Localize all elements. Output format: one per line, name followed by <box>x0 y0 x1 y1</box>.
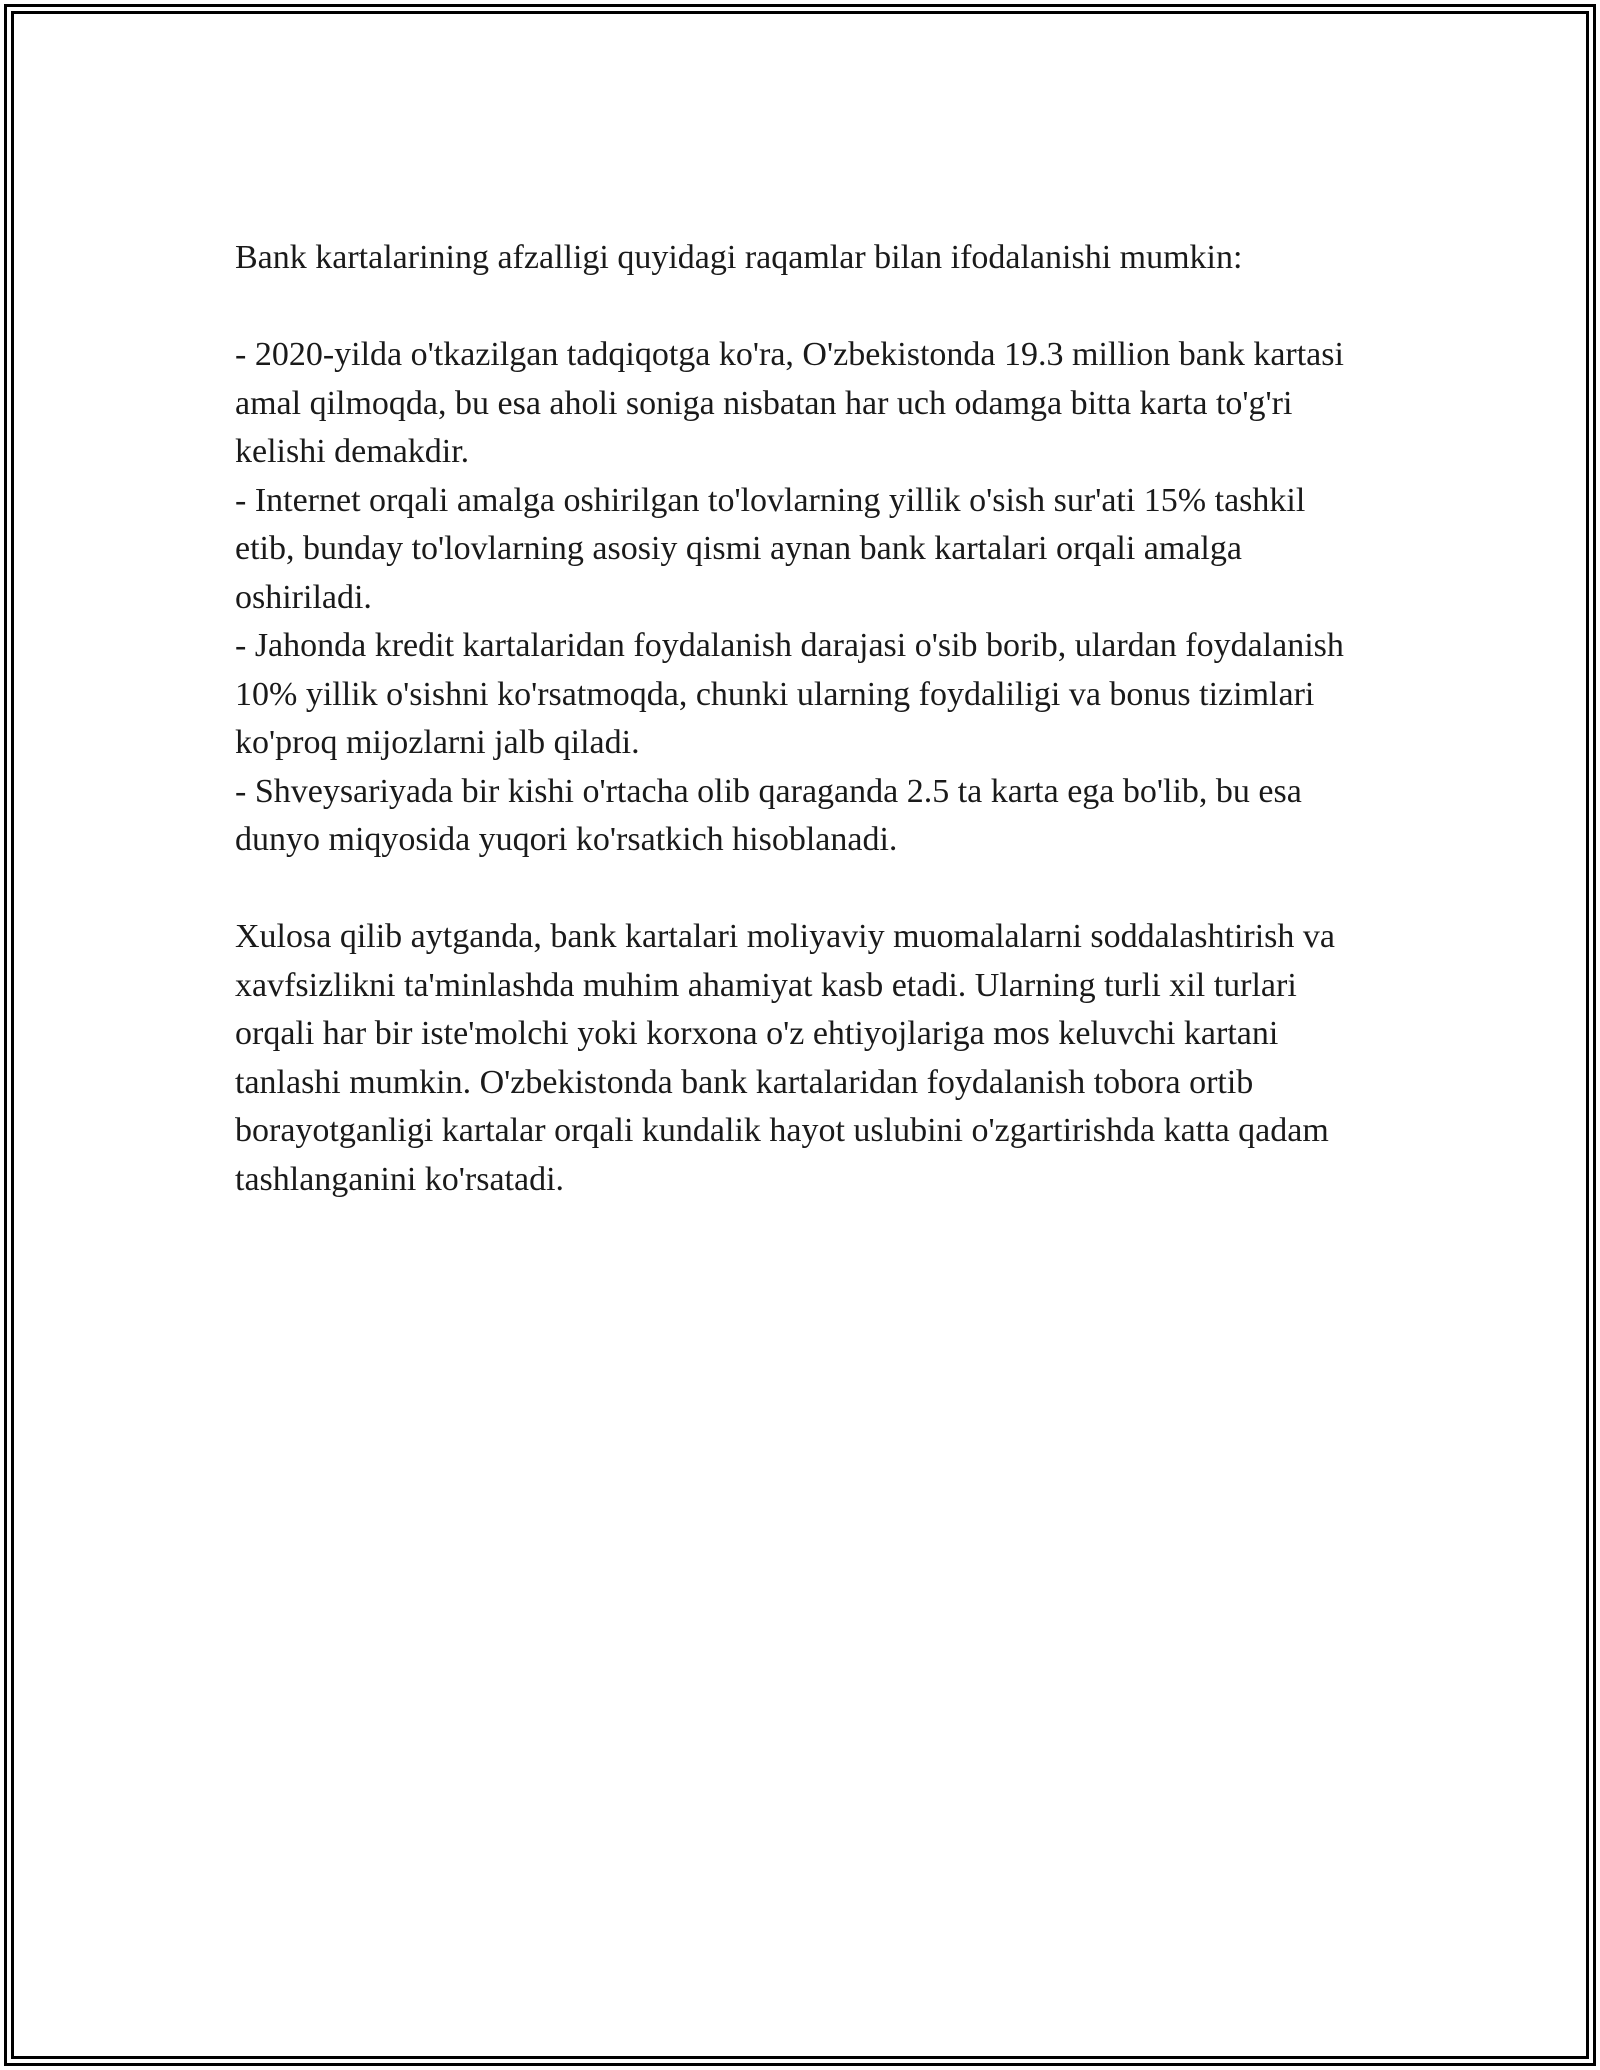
point-item: - Internet orqali amalga oshirilgan to'lovlarning yillik o'sish sur'ati 15% tashkil etib, bunday to'lovlarning asosiy qismi aynan bank kartalari orqali amalga oshiriladi. <box>235 481 1306 616</box>
paragraph-spacer <box>235 865 1370 914</box>
point-item: - Shveysariyada bir kishi o'rtacha olib qaraganda 2.5 ta karta ega bo'lib, bu esa dunyo miqyosida yuqori ko'rsatkich hisoblanadi. <box>235 772 1302 858</box>
document-body <box>235 234 1370 1204</box>
conclusion-paragraph: Xulosa qilib aytganda, bank kartalari moliyaviy muomalalarni soddalashtirish va xavfsizlikni ta'minlashda muhim ahamiyat kasb etadi. Ularning turli xil turlari orqali har bir iste'molchi yoki korxona o'z ehtiyojlariga mos keluvchi kartani tanlashi mumkin. O'zbekistonda bank kartalaridan foydalanish tobora ortib borayotganligi kartalar orqali kundalik hayot uslubini o'zgartirishda katta qadam tashlanganini ko'rsatadi. <box>235 918 1336 1198</box>
paragraph-spacer <box>235 283 1370 332</box>
point-item: - 2020-yilda o'tkazilgan tadqiqotga ko'ra, O'zbekistonda 19.3 million bank kartasi amal qilmoqda, bu esa aholi soniga nisbatan har uch odamga bitta karta to'g'ri kelishi demakdir. <box>235 336 1344 470</box>
point-item: - Jahonda kredit kartalaridan foydalanish darajasi o'sib borib, ulardan foydalanish 10% yillik o'sishni ko'rsatmoqda, chunki ularning foydaliligi va bonus tizimlari ko'proq mijozlarni jalb qiladi. <box>235 627 1344 761</box>
intro-paragraph: Bank kartalarining afzalligi quyidagi raqamlar bilan ifodalanishi mumkin: <box>235 239 1243 276</box>
